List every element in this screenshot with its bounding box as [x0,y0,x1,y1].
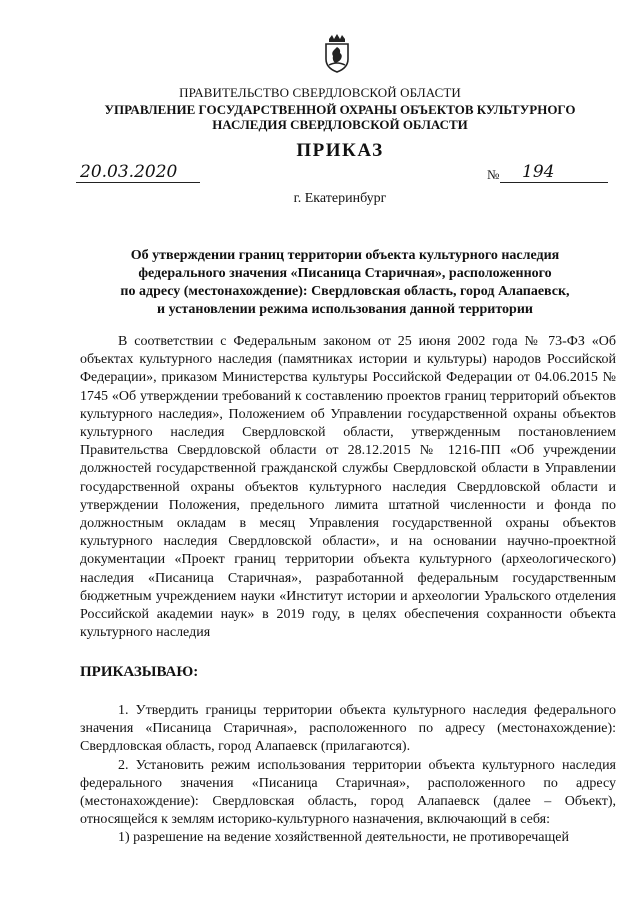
order-item: 1) разрешение на ведение хозяйственной деятельности, не противоречащей [118,830,569,846]
subject-line: и установлении режима использования данной территории [157,302,533,317]
order-number-label: № [487,167,500,182]
order-subject [80,247,610,319]
document-type-title: ПРИКАЗ [296,140,384,161]
subject-line: по адресу (местонахождение): Свердловская область, город Алапаевск, [120,284,570,299]
order-number: 194 [500,162,608,183]
preamble-paragraph: В соответствии с Федеральным законом от 25 июня 2002 года № 73-ФЗ «Об объектах культурного наследия (памятниках истории и культуры) народов Российской Федерации», приказом Министерства культуры Российской Федерации от 04.06.2015 № 1745 «Об утверждении требований к составлению проектов границ территорий объектов культурного наследия», Положением об Управлении государственной охраны объектов культурного наследия Свердловской области, утвержденным постановлением Правительства Свердловской области от 28.12.2015 № 1216-ПП «Об учреждении должностей государственной гражданской службы Свердловской области в Управлении государственной охраны объектов культурного наследия Свердловской области и утверждении Положения, предельного лимита штатной численности и фонда по должностным окладам в месяц Управления государственной охраны объектов культурного наследия Свердловской области», и на основании научно-проектной документации «Проект границ территории объекта культурного (археологического) наследия «Писаница Старичная», разработанной федеральным государственным бюджетным учреждением науки «Институт истории и археологии Уральского отделения Российской академии наук» в 2019 году, в целях обеспечения сохранности объекта культурного наследия [80,334,616,641]
order-date: 20.03.2020 [76,162,200,183]
order-items [80,702,616,848]
city-line: г. Екатеринбург [293,191,387,206]
subject-line: Об утверждении границ территории объекта культурного наследия [130,248,560,263]
government-title: ПРАВИТЕЛЬСТВО СВЕРДЛОВСКОЙ ОБЛАСТИ [179,85,461,100]
decree-heading: ПРИКАЗЫВАЮ: [80,664,199,680]
preamble-block [80,333,616,642]
subject-line: федерального значения «Писаница Старичная», расположенного [138,266,552,281]
order-item: 1. Утвердить границы территории объекта культурного наследия федерального значения «Писаница Старичная», расположенного по адресу (местонахождение): Свердловская область, город Алапаевск (прилагаются). [80,703,616,755]
order-item: 2. Установить режим использования территории объекта культурного наследия федерального значения «Писаница Старичная», расположенного по адресу (местонахождение): Свердловская область, город Алапаевск (далее – Объект), относящейся к землям историко-культурного назначения, включающий в себя: [80,757,616,828]
department-title: УПРАВЛЕНИЕ ГОСУДАРСТВЕННОЙ ОХРАНЫ ОБЪЕКТОВ КУЛЬТУРНОГО НАСЛЕДИЯ СВЕРДЛОВСКОЙ ОБЛАСТИ [104,102,576,132]
coat-of-arms-icon [324,33,350,73]
